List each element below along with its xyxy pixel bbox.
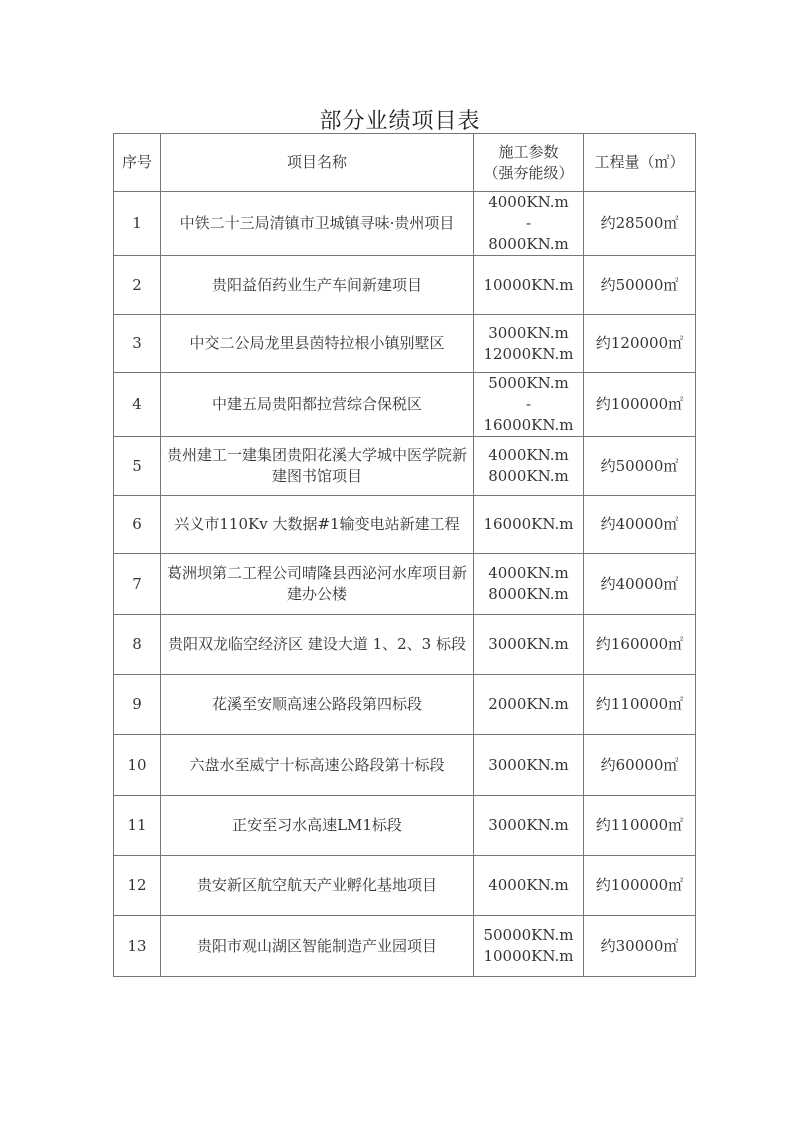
table-row	[114, 315, 696, 373]
param-line: 8000KN.m	[488, 235, 569, 253]
header-no: 序号	[114, 134, 161, 192]
cell-name: 中交二公局龙里县茵特拉根小镇别墅区	[161, 315, 474, 373]
cell-name: 六盘水至威宁十标高速公路段第十标段	[161, 735, 474, 796]
param-line: 12000KN.m	[483, 344, 574, 363]
header-name: 项目名称	[161, 134, 474, 192]
cell-quantity: 约100000㎡	[584, 373, 696, 437]
param-line: -	[525, 214, 532, 232]
table-row	[114, 496, 696, 554]
param-line: 8000KN.m	[488, 585, 569, 603]
cell-no: 9	[114, 675, 161, 735]
cell-params	[474, 373, 584, 437]
param-line: 4000KN.m	[488, 193, 569, 211]
param-line: 50000KN.m	[483, 926, 574, 944]
cell-params	[474, 315, 584, 373]
cell-name: 中铁二十三局清镇市卫城镇寻味·贵州项目	[161, 192, 474, 256]
cell-no: 12	[114, 856, 161, 916]
cell-no: 4	[114, 373, 161, 437]
table-row	[114, 916, 696, 977]
cell-quantity: 约120000㎡	[584, 315, 696, 373]
table-body	[114, 192, 696, 977]
table-row	[114, 856, 696, 916]
cell-no: 7	[114, 554, 161, 615]
cell-quantity: 约60000㎡	[584, 735, 696, 796]
cell-name: 正安至习水高速LM1标段	[161, 796, 474, 856]
cell-no: 1	[114, 192, 161, 256]
table-header-row	[114, 134, 696, 192]
table-row	[114, 373, 696, 437]
cell-quantity: 约30000㎡	[584, 916, 696, 977]
cell-params	[474, 192, 584, 256]
param-line: 2000KN.m	[488, 695, 569, 713]
cell-params	[474, 916, 584, 977]
param-line: 3000KN.m	[488, 323, 569, 342]
cell-name: 贵阳双龙临空经济区 建设大道 1、2、3 标段	[161, 615, 474, 675]
cell-no: 6	[114, 496, 161, 554]
cell-name: 贵州建工一建集团贵阳花溪大学城中医学院新建图书馆项目	[161, 437, 474, 496]
table-row	[114, 192, 696, 256]
cell-name: 贵阳市观山湖区智能制造产业园项目	[161, 916, 474, 977]
header-params-line1: 施工参数	[498, 142, 559, 161]
cell-params	[474, 496, 584, 554]
cell-name: 花溪至安顺高速公路段第四标段	[161, 675, 474, 735]
cell-quantity: 约28500㎡	[584, 192, 696, 256]
cell-params	[474, 437, 584, 496]
cell-no: 13	[114, 916, 161, 977]
table-row	[114, 256, 696, 315]
cell-quantity: 约110000㎡	[584, 675, 696, 735]
cell-no: 11	[114, 796, 161, 856]
cell-params	[474, 796, 584, 856]
param-line: 10000KN.m	[483, 275, 574, 294]
param-line: 3000KN.m	[488, 635, 569, 653]
cell-quantity: 约40000㎡	[584, 554, 696, 615]
param-line: 3000KN.m	[488, 755, 569, 774]
cell-name: 中建五局贵阳都拉营综合保税区	[161, 373, 474, 437]
cell-params	[474, 735, 584, 796]
table-row	[114, 615, 696, 675]
cell-quantity: 约50000㎡	[584, 437, 696, 496]
performance-table	[113, 133, 696, 977]
param-line: 4000KN.m	[488, 876, 569, 894]
param-line: 3000KN.m	[488, 816, 569, 834]
cell-name: 贵阳益佰药业生产车间新建项目	[161, 256, 474, 315]
param-line: 4000KN.m	[488, 446, 569, 464]
cell-quantity: 约100000㎡	[584, 856, 696, 916]
table-row	[114, 675, 696, 735]
cell-no: 3	[114, 315, 161, 373]
param-line: 16000KN.m	[483, 515, 574, 533]
table-row	[114, 437, 696, 496]
table-row	[114, 796, 696, 856]
cell-no: 2	[114, 256, 161, 315]
cell-name: 贵安新区航空航天产业孵化基地项目	[161, 856, 474, 916]
table-row	[114, 735, 696, 796]
cell-no: 5	[114, 437, 161, 496]
param-line: 5000KN.m	[488, 374, 569, 392]
header-params	[474, 134, 584, 192]
cell-no: 10	[114, 735, 161, 796]
cell-name: 葛洲坝第二工程公司晴隆县西泌河水库项目新建办公楼	[161, 554, 474, 615]
table-row	[114, 554, 696, 615]
page-title: 部分业绩项目表	[319, 109, 481, 134]
header-quantity: 工程量（㎡）	[584, 134, 696, 192]
cell-params	[474, 256, 584, 315]
cell-quantity: 约50000㎡	[584, 256, 696, 315]
header-params-line2: （强夯能级）	[483, 163, 574, 182]
cell-no: 8	[114, 615, 161, 675]
param-line: 16000KN.m	[483, 416, 574, 434]
cell-quantity: 约110000㎡	[584, 796, 696, 856]
param-line: 4000KN.m	[488, 564, 569, 582]
cell-params	[474, 554, 584, 615]
param-line: -	[525, 395, 532, 413]
cell-quantity: 约160000㎡	[584, 615, 696, 675]
cell-quantity: 约40000㎡	[584, 496, 696, 554]
cell-params	[474, 615, 584, 675]
cell-params	[474, 675, 584, 735]
cell-params	[474, 856, 584, 916]
param-line: 8000KN.m	[488, 467, 569, 485]
cell-name: 兴义市110Kv 大数据#1输变电站新建工程	[161, 496, 474, 554]
param-line: 10000KN.m	[483, 947, 574, 965]
